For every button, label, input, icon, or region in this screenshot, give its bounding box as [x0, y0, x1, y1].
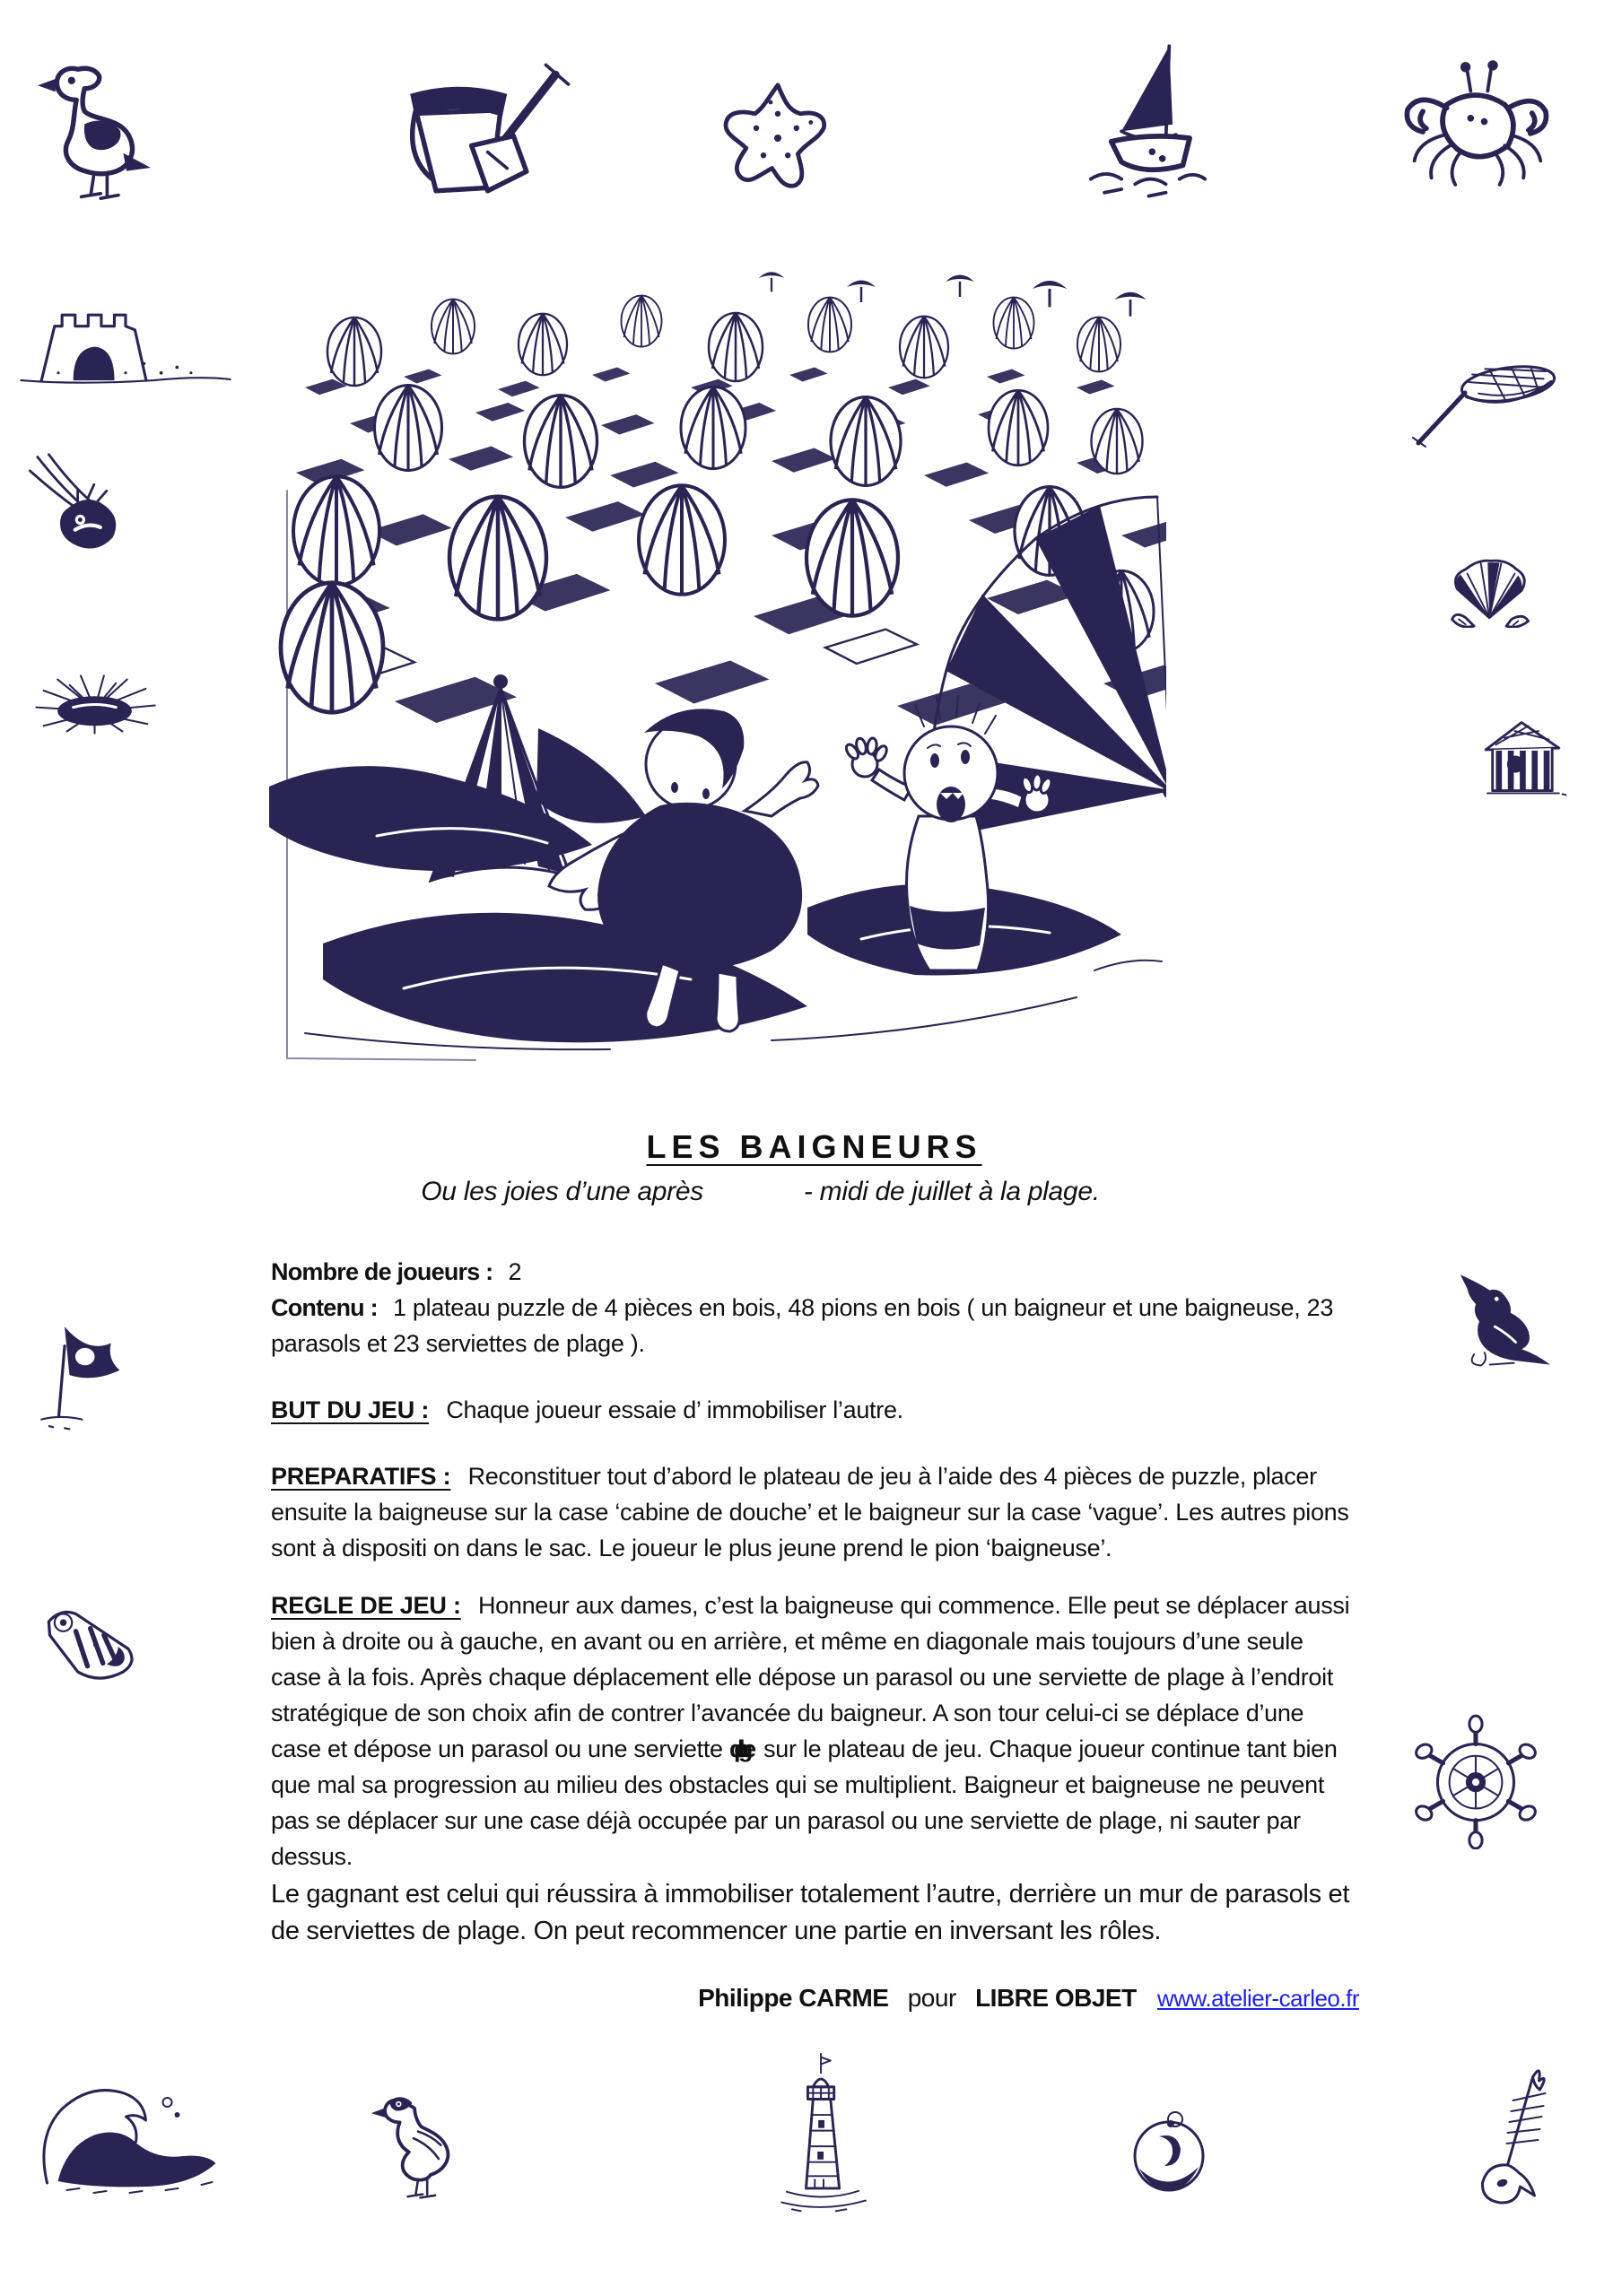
rules-text-part2: sur le plateau de jeu. Chaque joueur continue tant bien que mal sa progression au milieu des obstacles qui se multiplient. Baigneur et baigneuse ne peuvent pas se déplacer sur une case déjà occupée par un parasol ou une serviette de plage, ni sauter par dessus.	[271, 1735, 1338, 1870]
whelk-shell-icon	[31, 1592, 157, 1700]
website-link[interactable]: www.atelier-carleo.fr	[1156, 1985, 1359, 2012]
starfish-icon	[702, 74, 854, 217]
contents-text: 1 plateau puzzle de 4 pièces en bois, 48 pions en bois ( un baigneur et une baigneuse, 23 parasols et 23 serviettes de plage ).	[271, 1294, 1334, 1357]
sea-urchin-icon	[25, 671, 164, 738]
lighthouse-icon	[761, 2047, 886, 2222]
players-value: 2	[508, 1258, 522, 1285]
credits-line	[271, 1984, 1359, 2013]
standing-gull-icon	[363, 2079, 498, 2205]
bucket-and-spade-icon	[386, 52, 583, 213]
fish-skeleton-icon	[1455, 2059, 1567, 2212]
pennant-flag-icon	[27, 1311, 139, 1437]
subtitle-right: - midi de juillet à la plage.	[803, 1177, 1100, 1206]
scallop-shell-icon	[1434, 552, 1550, 628]
crab-icon	[1382, 47, 1570, 217]
credits-connector: pour	[907, 1984, 956, 2012]
rules-text-part1: Honneur aux dames, c’est la baigneuse qui commence. Elle peut se déplacer aussi bien à droite ou à gauche, en avant ou en arrière, et même en diagonale mais toujours d’une seule case à la fois. Après chaque déplacement elle dépose un parasol ou une serviette de plage à l’endroit stratégique de son choix afin de contrer l’avancée du baigneur. A son tour celui-ci se déplace d’une case et dépose un parasol ou une serviette	[271, 1592, 1350, 1762]
page-title: LES BAIGNEURS	[646, 1128, 982, 1165]
rules-text-column	[271, 1254, 1358, 1950]
winner-text: Le gagnant est celui qui réussira à immobiliser totalement l’autre, derrière un mur de parasols et de serviettes de plage. On peut recommencer une partie en inversant les rôles.	[271, 1880, 1350, 1945]
players-line	[271, 1254, 1358, 1290]
ships-wheel-icon	[1408, 1704, 1545, 1849]
rules-overlap-word: de plage	[728, 1735, 746, 1762]
page-subtitle	[215, 1177, 1305, 1207]
preparation-paragraph	[271, 1458, 1358, 1566]
rules-paragraph	[271, 1587, 1358, 1874]
preparation-label: PREPARATIFS :	[271, 1463, 451, 1490]
seagull-icon	[27, 47, 161, 208]
players-label: Nombre de joueurs :	[271, 1258, 493, 1285]
brand-name: LIBRE OBJET	[975, 1984, 1137, 2012]
breaking-wave-icon	[29, 2074, 248, 2199]
goal-text: Chaque joueur essaie d’ immobiliser l’autre.	[446, 1396, 903, 1423]
winner-paragraph	[271, 1876, 1358, 1950]
beach-scene-illustration	[269, 262, 1166, 1065]
goal-label: BUT DU JEU :	[271, 1396, 430, 1423]
mooring-buoy-icon	[1120, 2097, 1218, 2205]
shrimping-net-icon	[1402, 357, 1573, 456]
contents-label: Contenu :	[271, 1294, 378, 1321]
goal-line	[271, 1392, 1358, 1428]
diving-fish-icon	[22, 448, 148, 578]
title-block	[269, 1128, 1359, 1207]
sailboat-icon	[1063, 36, 1251, 206]
rules-label: REGLE DE JEU :	[271, 1592, 461, 1619]
contents-line	[271, 1290, 1358, 1361]
sandcastle-icon	[13, 298, 238, 392]
beach-cabin-icon	[1468, 716, 1575, 801]
author-name: Philippe CARME	[698, 1984, 889, 2012]
cormorant-icon	[1432, 1257, 1575, 1378]
preparation-text: Reconstituer tout d’abord le plateau de jeu à l’aide des 4 pièces de puzzle, placer ensuite la baigneuse sur la case ‘cabine de douche’ et le baigneur sur la case ‘vague’. Les autres pions sont à dispositi on dans le sac. Le joueur le plus jeune prend le pion ‘baigneuse’.	[271, 1463, 1349, 1561]
subtitle-left: Ou les joies d’une après	[421, 1177, 703, 1206]
